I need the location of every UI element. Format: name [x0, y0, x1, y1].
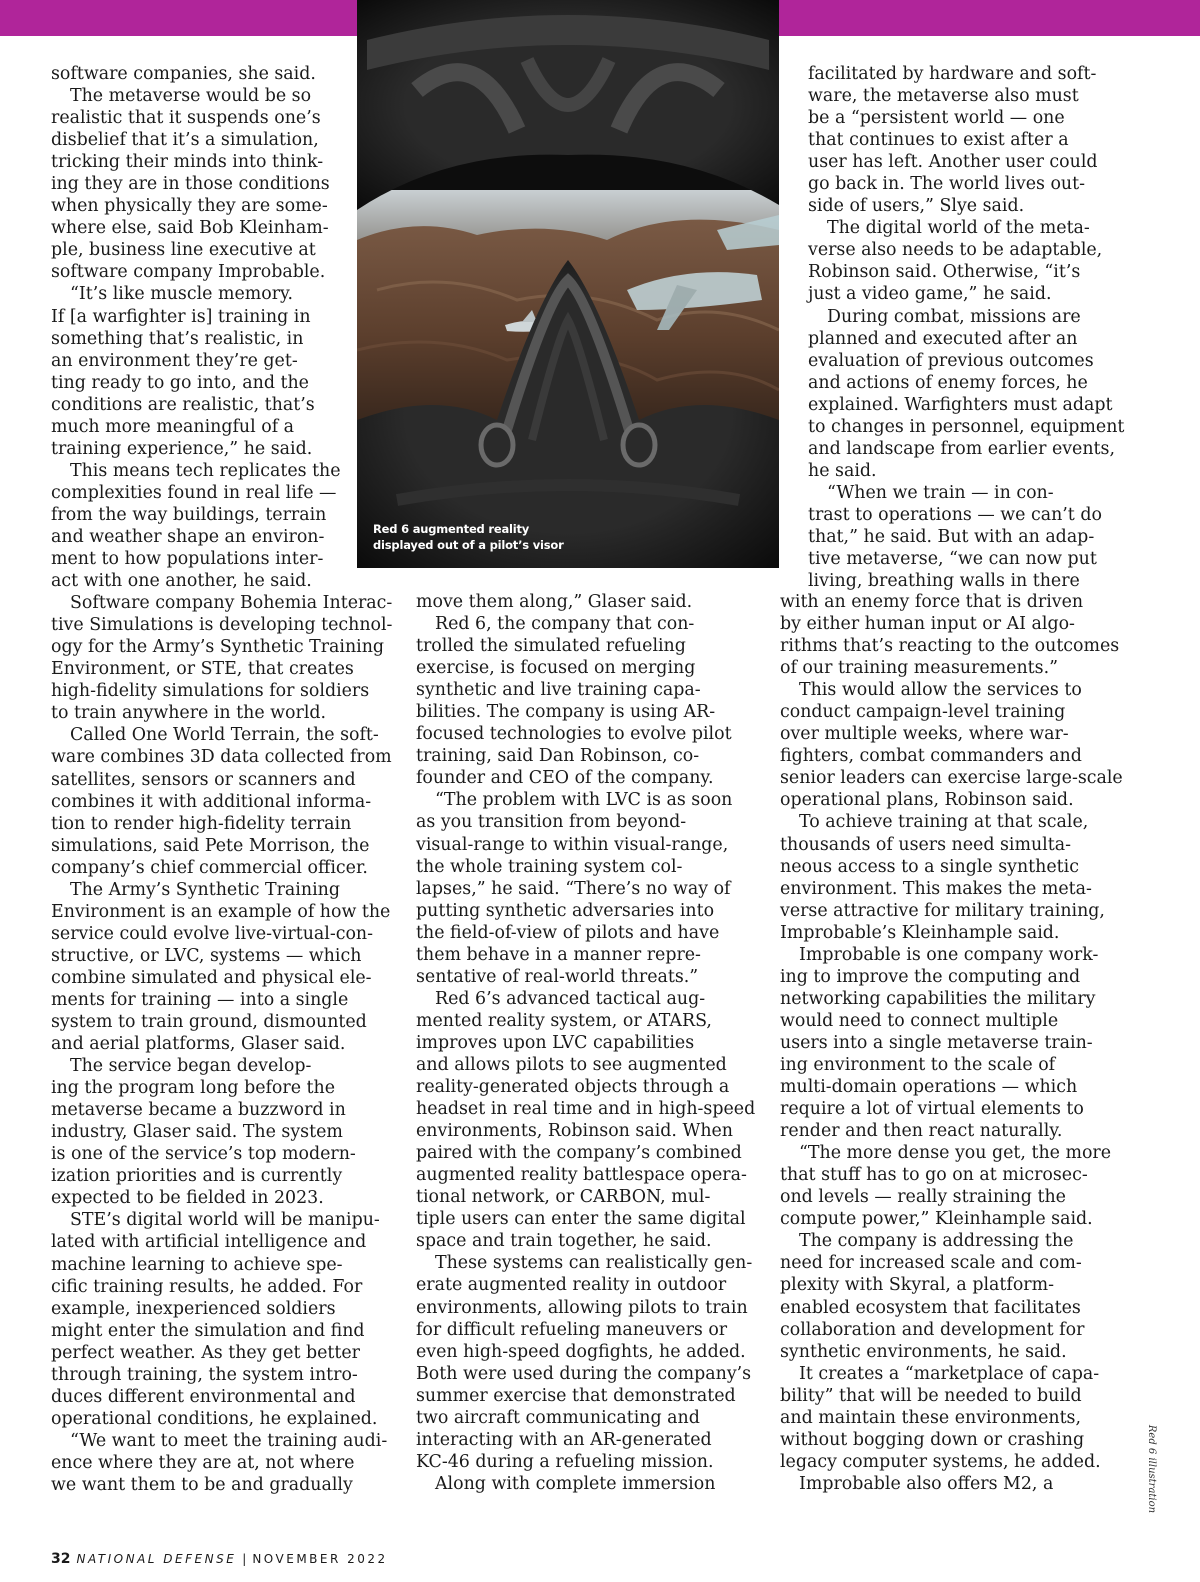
- article-line: verse attractive for military training,: [780, 900, 1105, 921]
- article-line: even high-speed dogfights, he added.: [416, 1341, 746, 1362]
- article-line: “It’s like muscle memory.: [70, 284, 294, 305]
- photo-caption: [373, 522, 564, 553]
- article-line: something that’s realistic, in: [51, 328, 304, 349]
- article-line: Red 6’s advanced tactical aug-: [435, 988, 706, 1009]
- article-line: tive Simulations is developing technol-: [51, 615, 393, 636]
- cockpit-illustration: [357, 0, 779, 568]
- caption-line-1: Red 6 augmented reality: [373, 522, 530, 536]
- article-line: realistic that it suspends one’s: [51, 108, 321, 129]
- article-line: sentative of real-world threats.”: [416, 966, 699, 987]
- article-line: “The more dense you get, the more: [799, 1143, 1112, 1164]
- article-line: for difficult refueling maneuvers or: [416, 1319, 728, 1340]
- article-line: ogy for the Army’s Synthetic Training: [51, 637, 385, 658]
- article-line: The digital world of the meta-: [827, 218, 1090, 239]
- page-footer: [51, 1551, 388, 1567]
- article-line: disbelief that it’s a simulation,: [51, 130, 319, 151]
- article-line: by either human input or AI algo-: [780, 614, 1075, 635]
- article-line: structive, or LVC, systems — which: [51, 945, 362, 966]
- article-line: mented reality system, or ATARS,: [416, 1010, 712, 1031]
- article-line: KC-46 during a refueling mission.: [416, 1451, 714, 1472]
- article-line: the field-of-view of pilots and have: [416, 922, 720, 943]
- article-line: move them along,” Glaser said.: [416, 592, 693, 612]
- article-line: them behave in a manner repre-: [416, 944, 701, 965]
- article-line: conduct campaign-level training: [780, 702, 1066, 723]
- article-line: Robinson said. Otherwise, “it’s: [808, 262, 1081, 283]
- article-line: Along with complete immersion: [435, 1473, 716, 1494]
- article-column-2: [416, 591, 761, 1495]
- article-line: ond levels — really straining the: [780, 1187, 1066, 1208]
- article-line: metaverse became a buzzword in: [51, 1100, 346, 1121]
- article-line: ing they are in those conditions: [51, 174, 330, 195]
- article-line: Environment, or STE, that creates: [51, 659, 354, 680]
- article-line: system to train ground, dismounted: [51, 1012, 367, 1033]
- article-line: STE’s digital world will be manipu-: [70, 1210, 380, 1231]
- article-line: require a lot of virtual elements to: [780, 1099, 1084, 1120]
- article-line: industry, Glaser said. The system: [51, 1122, 343, 1143]
- article-line: simulations, said Pete Morrison, the: [51, 835, 370, 856]
- article-line: environment. This makes the meta-: [780, 878, 1092, 899]
- article-line: operational conditions, he explained.: [51, 1408, 378, 1429]
- article-line: duces different environmental and: [51, 1386, 356, 1407]
- article-line: Improbable also offers M2, a: [799, 1473, 1054, 1494]
- article-line: and aerial platforms, Glaser said.: [51, 1034, 346, 1055]
- article-line: over multiple weeks, where war-: [780, 724, 1069, 745]
- article-line: might enter the simulation and find: [51, 1320, 365, 1341]
- issue-date: NOVEMBER 2022: [252, 1552, 388, 1566]
- article-line: the whole training system col-: [416, 856, 683, 877]
- article-line: The metaverse would be so: [70, 86, 312, 107]
- article-line: During combat, missions are: [827, 306, 1081, 327]
- article-line: high-fidelity simulations for soldiers: [51, 681, 370, 702]
- article-line: rithms that’s reacting to the outcomes: [780, 636, 1120, 657]
- article-line: two aircraft communicating and: [416, 1407, 700, 1428]
- article-line: that stuff has to go on at microsec-: [780, 1165, 1088, 1186]
- article-line: conditions are realistic, that’s: [51, 394, 315, 415]
- article-line: and allows pilots to see augmented: [416, 1054, 727, 1075]
- photo-credit: Red 6 illustration: [1146, 1424, 1157, 1514]
- article-line: users into a single metaverse train-: [780, 1032, 1093, 1053]
- article-line: erate augmented reality in outdoor: [416, 1275, 727, 1296]
- article-line: Software company Bohemia Interac-: [70, 593, 393, 614]
- article-line: facilitated by hardware and soft-: [808, 64, 1097, 84]
- article-line: ing environment to the scale of: [780, 1054, 1056, 1075]
- article-line: side of users,” Slye said.: [808, 196, 1025, 217]
- article-line: headset in real time and in high-speed: [416, 1099, 756, 1120]
- article-line: ments for training — into a single: [51, 989, 349, 1010]
- article-line: where else, said Bob Kleinham-: [51, 218, 329, 239]
- article-line: founder and CEO of the company.: [416, 768, 714, 789]
- article-line: reality-generated objects through a: [416, 1077, 730, 1098]
- article-line: networking capabilities the military: [780, 988, 1096, 1009]
- article-line: when physically they are some-: [51, 196, 328, 217]
- article-line: just a video game,” he said.: [808, 284, 1052, 305]
- article-line: verse also needs to be adaptable,: [808, 240, 1103, 261]
- article-line: focused technologies to evolve pilot: [416, 724, 732, 745]
- footer-separator: |: [242, 1552, 247, 1566]
- article-line: act with one another, he said.: [51, 571, 312, 592]
- article-line: enabled ecosystem that facilitates: [780, 1297, 1081, 1318]
- article-line: paired with the company’s combined: [416, 1143, 742, 1164]
- article-line: machine learning to achieve spe-: [51, 1254, 343, 1275]
- article-line: combines it with additional informa-: [51, 791, 372, 812]
- article-line: be a “persistent world — one: [808, 108, 1065, 129]
- article-line: collaboration and development for: [780, 1319, 1085, 1340]
- article-line: need for increased scale and com-: [780, 1253, 1082, 1274]
- article-line: The service began develop-: [70, 1056, 312, 1077]
- article-line: plexity with Skyral, a platform-: [780, 1275, 1054, 1296]
- article-line: synthetic environments, he said.: [780, 1341, 1067, 1362]
- article-column-1: [51, 63, 396, 1496]
- article-line: service could evolve live-virtual-con-: [51, 923, 373, 944]
- article-line: compute power,” Kleinhample said.: [780, 1209, 1093, 1230]
- article-line: living, breathing walls in there: [808, 571, 1080, 592]
- article-line: that continues to exist after a: [808, 130, 1069, 151]
- article-line: we want them to be and gradually: [51, 1475, 353, 1495]
- article-line: ing to improve the computing and: [780, 966, 1081, 987]
- article-line: software companies, she said.: [51, 64, 316, 84]
- article-line: Called One World Terrain, the soft-: [70, 725, 379, 746]
- article-line: tive metaverse, “we can now put: [808, 549, 1097, 570]
- article-line: that,” he said. But with an adap-: [808, 526, 1095, 547]
- publication-name: NATIONAL DEFENSE: [76, 1552, 237, 1566]
- article-line: tricking their minds into think-: [51, 152, 324, 173]
- article-line: visual-range to within visual-range,: [416, 834, 729, 855]
- article-line: trast to operations — we can’t do: [808, 504, 1102, 525]
- article-line: ment to how populations inter-: [51, 549, 324, 570]
- article-line: If [a warfighter is] training in: [51, 306, 311, 327]
- article-line: render and then react naturally.: [780, 1121, 1063, 1142]
- article-line: cific training results, he added. For: [51, 1276, 363, 1297]
- article-line: exercise, is focused on merging: [416, 658, 696, 679]
- article-line: The Army’s Synthetic Training: [70, 879, 340, 900]
- caption-line-2: displayed out of a pilot’s visor: [373, 537, 564, 552]
- article-line: bility” that will be needed to build: [780, 1385, 1082, 1406]
- article-line: To achieve training at that scale,: [799, 812, 1089, 833]
- article-line: ting ready to go into, and the: [51, 372, 309, 393]
- article-line: is one of the service’s top modern-: [51, 1144, 356, 1165]
- article-line: through training, the system intro-: [51, 1364, 358, 1385]
- article-line: ware, the metaverse also must: [808, 86, 1079, 107]
- article-line: It creates a “marketplace of capa-: [799, 1363, 1100, 1384]
- article-line: environments, Robinson said. When: [416, 1121, 734, 1142]
- article-line: bilities. The company is using AR-: [416, 702, 716, 723]
- article-line: lapses,” he said. “There’s no way of: [416, 878, 731, 899]
- article-line: This means tech replicates the: [70, 460, 341, 481]
- article-line: senior leaders can exercise large-scale: [780, 768, 1123, 789]
- article-column-3: [780, 591, 1130, 1495]
- article-line: Both were used during the company’s: [416, 1363, 752, 1384]
- article-line: putting synthetic adversaries into: [416, 900, 715, 921]
- article-line: and maintain these environments,: [780, 1407, 1082, 1428]
- article-line: without bogging down or crashing: [780, 1429, 1085, 1450]
- article-line: thousands of users need simulta-: [780, 834, 1071, 855]
- article-line: and landscape from earlier events,: [808, 438, 1115, 459]
- article-line: Red 6, the company that con-: [435, 614, 695, 635]
- article-line: combine simulated and physical ele-: [51, 967, 372, 988]
- article-line: trolled the simulated refueling: [416, 636, 686, 657]
- article-line: software company Improbable.: [51, 262, 326, 283]
- article-line: explained. Warfighters must adapt: [808, 394, 1113, 415]
- article-line: This would allow the services to: [799, 680, 1082, 701]
- article-line: would need to connect multiple: [780, 1010, 1059, 1031]
- article-line: ing the program long before the: [51, 1078, 336, 1099]
- article-line: an environment they’re get-: [51, 350, 298, 371]
- article-line: go back in. The world lives out-: [808, 174, 1085, 195]
- article-line: evaluation of previous outcomes: [808, 350, 1094, 371]
- article-line: Improbable is one company work-: [799, 944, 1099, 965]
- article-line: environments, allowing pilots to train: [416, 1297, 748, 1318]
- article-line: tional network, or CARBON, mul-: [416, 1187, 711, 1208]
- article-line: much more meaningful of a: [51, 416, 295, 437]
- article-line: summer exercise that demonstrated: [416, 1385, 736, 1406]
- article-line: “When we train — in con-: [827, 482, 1054, 503]
- article-line: “The problem with LVC is as soon: [435, 790, 733, 811]
- article-line: perfect weather. As they get better: [51, 1342, 360, 1363]
- article-line: and actions of enemy forces, he: [808, 372, 1088, 393]
- article-line: space and train together, he said.: [416, 1231, 712, 1252]
- article-line: as you transition from beyond-: [416, 812, 687, 833]
- article-line: ization priorities and is currently: [51, 1166, 343, 1187]
- article-column-3-top: [808, 63, 1128, 592]
- cockpit-ar-photo: [357, 0, 779, 568]
- article-line: complexities found in real life —: [51, 482, 337, 503]
- article-line: lated with artificial intelligence and: [51, 1232, 367, 1253]
- article-line: example, inexperienced soldiers: [51, 1298, 336, 1319]
- article-line: Improbable’s Kleinhample said.: [780, 922, 1060, 943]
- article-line: fighters, combat commanders and: [780, 746, 1082, 767]
- article-line: user has left. Another user could: [808, 152, 1098, 173]
- article-line: to changes in personnel, equipment: [808, 416, 1125, 437]
- article-line: with an enemy force that is driven: [780, 592, 1084, 612]
- article-line: of our training measurements.”: [780, 658, 1058, 679]
- article-line: training experience,” he said.: [51, 438, 313, 459]
- article-line: multi-domain operations — which: [780, 1077, 1078, 1098]
- page-number: 32: [51, 1551, 71, 1567]
- article-line: legacy computer systems, he added.: [780, 1451, 1101, 1472]
- article-line: synthetic and live training capa-: [416, 680, 701, 701]
- article-line: These systems can realistically gen-: [435, 1253, 753, 1274]
- article-line: tion to render high-fidelity terrain: [51, 813, 352, 834]
- article-line: ence where they are at, not where: [51, 1452, 355, 1473]
- article-line: satellites, sensors or scanners and: [51, 769, 356, 790]
- article-line: company’s chief commercial officer.: [51, 857, 368, 878]
- article-line: ware combines 3D data collected from: [51, 747, 392, 768]
- article-line: operational plans, Robinson said.: [780, 790, 1074, 811]
- article-line: expected to be fielded in 2023.: [51, 1188, 324, 1209]
- article-line: from the way buildings, terrain: [51, 504, 327, 525]
- article-line: neous access to a single synthetic: [780, 856, 1079, 877]
- article-line: training, said Dan Robinson, co-: [416, 746, 700, 767]
- article-line: Environment is an example of how the: [51, 901, 391, 922]
- article-line: ple, business line executive at: [51, 240, 316, 261]
- article-line: “We want to meet the training audi-: [70, 1430, 388, 1451]
- article-line: augmented reality battlespace opera-: [416, 1165, 747, 1186]
- article-line: and weather shape an environ-: [51, 526, 325, 547]
- article-line: interacting with an AR-generated: [416, 1429, 712, 1450]
- article-line: The company is addressing the: [799, 1231, 1074, 1252]
- article-line: improves upon LVC capabilities: [416, 1032, 695, 1053]
- article-line: tiple users can enter the same digital: [416, 1209, 746, 1230]
- article-line: he said.: [808, 460, 877, 481]
- article-line: planned and executed after an: [808, 328, 1078, 349]
- article-line: to train anywhere in the world.: [51, 703, 327, 724]
